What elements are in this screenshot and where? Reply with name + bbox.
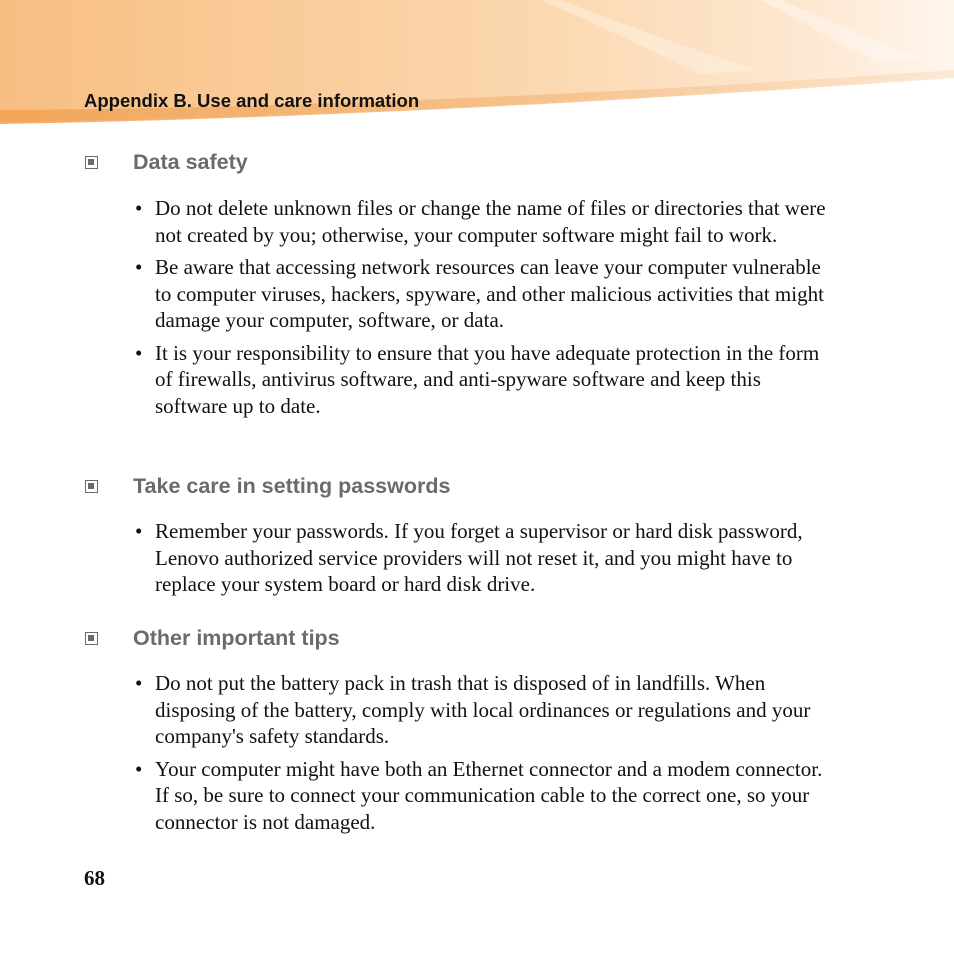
list-item-text: Be aware that accessing network resources can leave your computer vulnerable to computer viruses, hackers, spyware, and other malicious activities that might damage your computer, software, or data. bbox=[155, 255, 824, 332]
bullet-dot: • bbox=[135, 196, 143, 220]
list-item-text: Do not delete unknown files or change the name of files or directories that were not created by you; otherwise, your computer software might fail to work. bbox=[155, 196, 826, 247]
list-item bbox=[135, 340, 835, 420]
bullet-list-other-tips bbox=[135, 670, 835, 841]
list-item bbox=[135, 254, 835, 334]
bullet-dot: • bbox=[135, 756, 143, 781]
bullet-list-data-safety bbox=[135, 195, 835, 425]
bullet-dot: • bbox=[135, 255, 143, 279]
section-title: Take care in setting passwords bbox=[133, 474, 451, 498]
square-bullet-icon bbox=[85, 156, 98, 169]
square-bullet-icon bbox=[85, 480, 98, 493]
list-item-text: It is your responsibility to ensure that you have adequate protection in the form of firewalls, antivirus software, and anti-spyware software and keep this software up to date. bbox=[155, 340, 820, 418]
running-head: Appendix B. Use and care information bbox=[84, 90, 420, 111]
bullet-list-passwords bbox=[135, 518, 835, 604]
list-item bbox=[135, 670, 835, 750]
list-item-text: Remember your passwords. If you forget a supervisor or hard disk password, Lenovo authorized service providers will not reset it, and you might have to replace your system board or hard disk drive. bbox=[155, 519, 803, 596]
bullet-dot: • bbox=[135, 519, 143, 543]
bullet-dot: • bbox=[135, 340, 143, 365]
list-item-text: Do not put the battery pack in trash that is disposed of in landfills. When disposing of the battery, comply with local ordinances or regulations and your company's safety standards. bbox=[155, 671, 811, 748]
bullet-dot: • bbox=[135, 671, 143, 695]
list-item bbox=[135, 195, 835, 248]
list-item bbox=[135, 518, 835, 598]
page-number: 68 bbox=[84, 866, 105, 890]
section-title: Other important tips bbox=[133, 626, 340, 650]
list-item-text: Your computer might have both an Ethernet connector and a modem connector. If so, be sure to connect your communication cable to the correct one, so your connector is not damaged. bbox=[155, 756, 823, 834]
list-item bbox=[135, 756, 835, 836]
square-bullet-icon bbox=[85, 632, 98, 645]
section-title: Data safety bbox=[133, 150, 248, 174]
